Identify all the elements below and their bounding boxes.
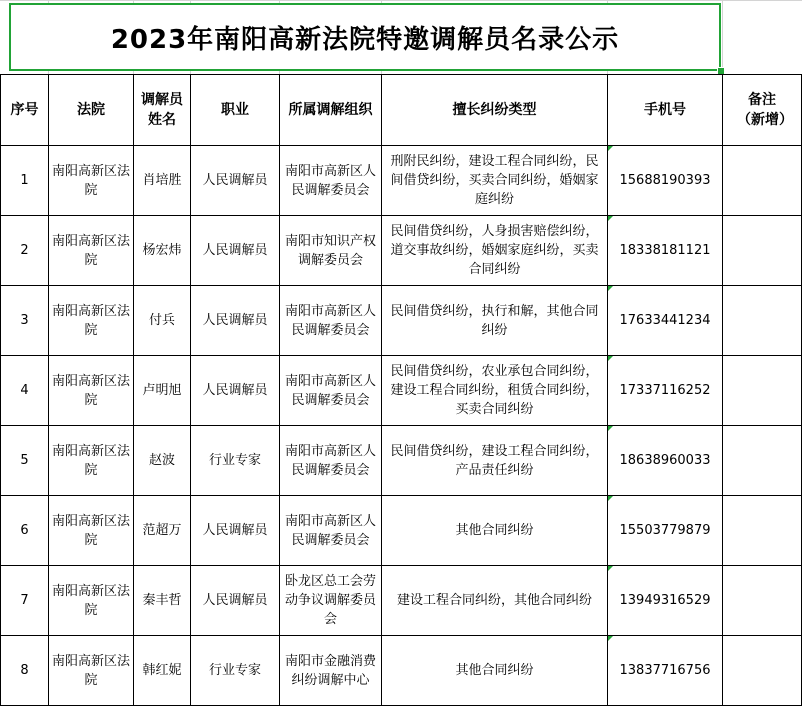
cell-org[interactable] [280,496,382,566]
table-row [1,636,802,706]
header-note-label: 备注（新增） [737,92,793,128]
cell-note[interactable] [723,566,802,636]
cell-phone-text: 18338181121 [619,243,711,258]
sheet-title-cell[interactable] [9,3,721,71]
table-row [1,356,802,426]
error-indicator-icon [608,216,613,221]
cell-mediator-name-text: 范超万 [142,523,182,538]
cell-org[interactable] [280,426,382,496]
table-row [1,146,802,216]
header-cell-name[interactable] [134,75,191,146]
cell-no[interactable] [1,496,49,566]
cell-phone-text: 15503779879 [619,523,711,538]
gridline [0,0,802,1]
cell-phone-text: 13949316529 [619,593,711,608]
cell-dispute-types-text: 其他合同纠纷 [455,523,534,538]
cell-court-text: 南阳高新区法院 [52,653,131,688]
cell-no[interactable] [1,356,49,426]
cell-mediator-name[interactable] [134,146,191,216]
cell-dispute-types[interactable] [382,356,608,426]
cell-court[interactable] [49,566,134,636]
cell-org-text: 卧龙区总工会劳动争议调解委员会 [284,574,376,627]
cell-note[interactable] [723,286,802,356]
cell-dispute-types-text: 建设工程合同纠纷，其他合同纠纷 [396,593,592,608]
cell-mediator-name-text: 韩红妮 [142,663,182,678]
cell-mediator-name[interactable] [134,356,191,426]
cell-dispute-types-text: 其他合同纠纷 [455,663,534,678]
header-cell-court[interactable]: 法院 [49,75,134,146]
cell-phone-text: 17633441234 [619,313,711,328]
cell-no[interactable] [1,286,49,356]
error-indicator-icon [608,146,613,151]
cell-org[interactable] [280,356,382,426]
cell-job[interactable] [191,636,280,706]
cell-mediator-name-text: 赵波 [148,453,175,468]
cell-note[interactable] [723,146,802,216]
cell-mediator-name[interactable] [134,426,191,496]
cell-no-text: 6 [20,523,29,538]
cell-no[interactable] [1,426,49,496]
header-row [1,75,802,146]
cell-job-text: 人民调解员 [202,173,268,188]
cell-mediator-name[interactable] [134,566,191,636]
cell-no[interactable] [1,216,49,286]
cell-dispute-types[interactable] [382,566,608,636]
cell-mediator-name-text: 卢明旭 [142,383,182,398]
cell-mediator-name-text: 杨宏炜 [142,243,182,258]
cell-job-text: 行业专家 [208,663,261,678]
cell-job[interactable] [191,286,280,356]
cell-job-text: 行业专家 [208,453,261,468]
cell-job-text: 人民调解员 [202,313,268,328]
header-cell-note[interactable] [723,75,802,146]
cell-mediator-name-text: 秦丰哲 [142,593,182,608]
error-indicator-icon [608,426,613,431]
cell-phone-text: 15688190393 [619,173,711,188]
cell-mediator-name[interactable] [134,636,191,706]
cell-no[interactable] [1,566,49,636]
cell-job[interactable] [191,356,280,426]
cell-phone-text: 17337116252 [619,383,711,398]
cell-no-text: 2 [20,243,29,258]
sheet-title: 2023年南阳高新法院特邀调解员名录公示 [110,24,620,55]
cell-phone[interactable] [608,216,723,286]
cell-no-text: 5 [20,453,29,468]
cell-org-text: 南阳市金融消费纠纷调解中心 [284,653,376,688]
header-cell-phone[interactable]: 手机号 [608,75,723,146]
cell-court[interactable] [49,426,134,496]
cell-court-text: 南阳高新区法院 [52,233,131,268]
cell-mediator-name[interactable] [134,216,191,286]
header-cell-no[interactable]: 序号 [1,75,49,146]
cell-org-text: 南阳市高新区人民调解委员会 [284,163,376,198]
cell-no-text: 3 [20,313,29,328]
header-name-label: 调解员姓名 [141,92,183,128]
cell-phone-text: 13837716756 [619,663,711,678]
cell-no-text: 8 [20,663,29,678]
cell-note[interactable] [723,636,802,706]
cell-note[interactable] [723,496,802,566]
cell-job[interactable] [191,496,280,566]
cell-dispute-types-text: 民间借贷纠纷，建设工程合同纠纷，产品责任纠纷 [390,443,599,478]
cell-org-text: 南阳市高新区人民调解委员会 [284,303,376,338]
cell-mediator-name-text: 肖培胜 [142,173,182,188]
table-row [1,286,802,356]
cell-job-text: 人民调解员 [202,523,268,538]
cell-court-text: 南阳高新区法院 [52,163,131,198]
cell-no-text: 1 [20,173,29,188]
cell-dispute-types-text: 民间借贷纠纷，农业承包合同纠纷，建设工程合同纠纷，租赁合同纠纷，买卖合同纠纷 [390,364,599,417]
cell-phone[interactable] [608,146,723,216]
cell-no[interactable] [1,636,49,706]
cell-phone-text: 18638960033 [619,453,711,468]
cell-dispute-types-text: 刑附民纠纷，建设工程合同纠纷，民间借贷纠纷，买卖合同纠纷，婚姻家庭纠纷 [390,154,599,207]
cell-job[interactable] [191,216,280,286]
table-row [1,216,802,286]
cell-job[interactable] [191,426,280,496]
table-row [1,566,802,636]
header-cell-types[interactable]: 擅长纠纷类型 [382,75,608,146]
cell-job-text: 人民调解员 [202,383,268,398]
cell-no[interactable] [1,146,49,216]
mediator-table [0,74,802,706]
cell-court[interactable] [49,146,134,216]
cell-court-text: 南阳高新区法院 [52,513,131,548]
error-indicator-icon [608,356,613,361]
cell-mediator-name-text: 付兵 [148,313,175,328]
cell-dispute-types[interactable] [382,146,608,216]
cell-phone[interactable] [608,426,723,496]
cell-court[interactable] [49,636,134,706]
cell-phone[interactable] [608,636,723,706]
cell-court[interactable] [49,216,134,286]
cell-phone[interactable] [608,286,723,356]
cell-org[interactable] [280,286,382,356]
cell-dispute-types[interactable] [382,426,608,496]
cell-mediator-name[interactable] [134,286,191,356]
cell-org[interactable] [280,216,382,286]
cell-job[interactable] [191,566,280,636]
table-row [1,496,802,566]
cell-phone[interactable] [608,566,723,636]
error-indicator-icon [608,566,613,571]
cell-org-text: 南阳市高新区人民调解委员会 [284,513,376,548]
cell-dispute-types-text: 民间借贷纠纷，执行和解，其他合同纠纷 [390,303,599,338]
error-indicator-icon [608,496,613,501]
table-row [1,426,802,496]
cell-org[interactable] [280,146,382,216]
cell-no-text: 4 [20,383,29,398]
cell-org[interactable] [280,566,382,636]
cell-court[interactable] [49,286,134,356]
cell-no-text: 7 [20,593,29,608]
cell-org[interactable] [280,636,382,706]
cell-dispute-types[interactable] [382,216,608,286]
cell-org-text: 南阳市知识产权调解委员会 [284,233,376,268]
cell-job-text: 人民调解员 [202,593,268,608]
cell-dispute-types[interactable] [382,636,608,706]
cell-dispute-types[interactable] [382,286,608,356]
error-indicator-icon [608,286,613,291]
cell-court-text: 南阳高新区法院 [52,583,131,618]
cell-court[interactable] [49,496,134,566]
cell-job[interactable] [191,146,280,216]
error-indicator-icon [608,636,613,641]
cell-org-text: 南阳市高新区人民调解委员会 [284,443,376,478]
cell-org-text: 南阳市高新区人民调解委员会 [284,373,376,408]
cell-dispute-types[interactable] [382,496,608,566]
cell-court[interactable] [49,356,134,426]
cell-job-text: 人民调解员 [202,243,268,258]
cell-court-text: 南阳高新区法院 [52,443,131,478]
header-cell-org[interactable]: 所属调解组织 [280,75,382,146]
cell-court-text: 南阳高新区法院 [52,303,131,338]
gridline [722,0,723,74]
cell-phone[interactable] [608,496,723,566]
cell-note[interactable] [723,216,802,286]
cell-dispute-types-text: 民间借贷纠纷，人身损害赔偿纠纷，道交事故纠纷，婚姻家庭纠纷，买卖合同纠纷 [390,224,599,277]
cell-phone[interactable] [608,356,723,426]
cell-note[interactable] [723,356,802,426]
cell-court-text: 南阳高新区法院 [52,373,131,408]
cell-note[interactable] [723,426,802,496]
header-cell-job[interactable]: 职业 [191,75,280,146]
cell-mediator-name[interactable] [134,496,191,566]
